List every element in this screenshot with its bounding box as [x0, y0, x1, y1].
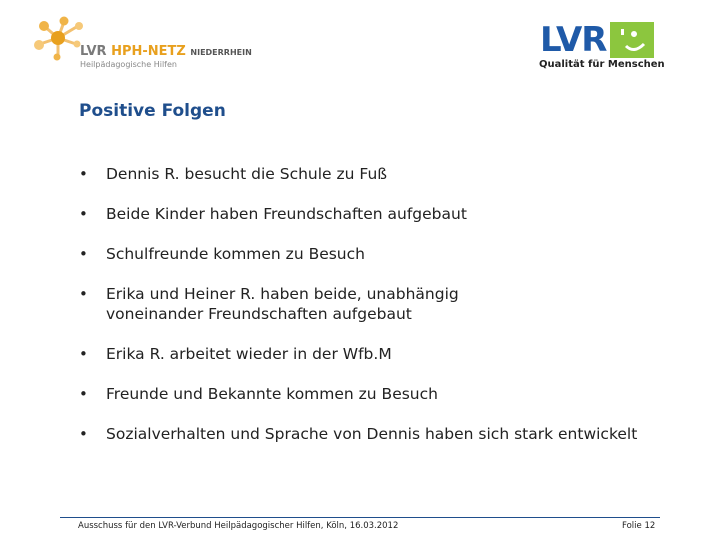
- bullet-text: Erika und Heiner R. haben beide, unabhängig: [106, 285, 459, 303]
- bullet-text: Freunde und Bekannte kommen zu Besuch: [106, 385, 438, 403]
- bullet-dot: •: [79, 425, 88, 443]
- bullet-dot: •: [79, 385, 88, 403]
- bullet-text: Sozialverhalten und Sprache von Dennis haben sich stark entwickelt: [106, 425, 638, 443]
- logo-subtitle: Heilpädagogische Hilfen: [80, 60, 177, 69]
- lvr-tagline: Qualität für Menschen: [539, 59, 665, 70]
- lvr-logo: [538, 20, 665, 72]
- footer-divider: [60, 517, 660, 518]
- bullet-text: Schulfreunde kommen zu Besuch: [106, 245, 365, 263]
- slide-title: Positive Folgen: [79, 101, 226, 121]
- lvr-wordmark: LVR: [540, 20, 607, 60]
- logo-brand-text: LVR HPH-NETZ NIEDERRHEIN: [80, 44, 252, 59]
- slide-number: Folie 12: [622, 521, 656, 531]
- bullet-dot: •: [79, 285, 88, 303]
- bullet-text: Dennis R. besucht die Schule zu Fuß: [106, 165, 388, 183]
- bullet-dot: •: [79, 205, 88, 223]
- bullet-dot: •: [79, 245, 88, 263]
- bullet-text: Erika R. arbeitet wieder in der Wfb.M: [106, 345, 392, 363]
- bullet-text: Beide Kinder haben Freundschaften aufgebaut: [106, 205, 467, 223]
- footer-meeting-info: Ausschuss für den LVR-Verbund Heilpädagogischer Hilfen, Köln, 16.03.2012: [78, 521, 399, 531]
- lvr-hph-netz-logo: [30, 14, 252, 74]
- bullet-dot: •: [79, 345, 88, 363]
- bullet-dot: •: [79, 165, 88, 183]
- bullet-text: voneinander Freundschaften aufgebaut: [106, 305, 412, 323]
